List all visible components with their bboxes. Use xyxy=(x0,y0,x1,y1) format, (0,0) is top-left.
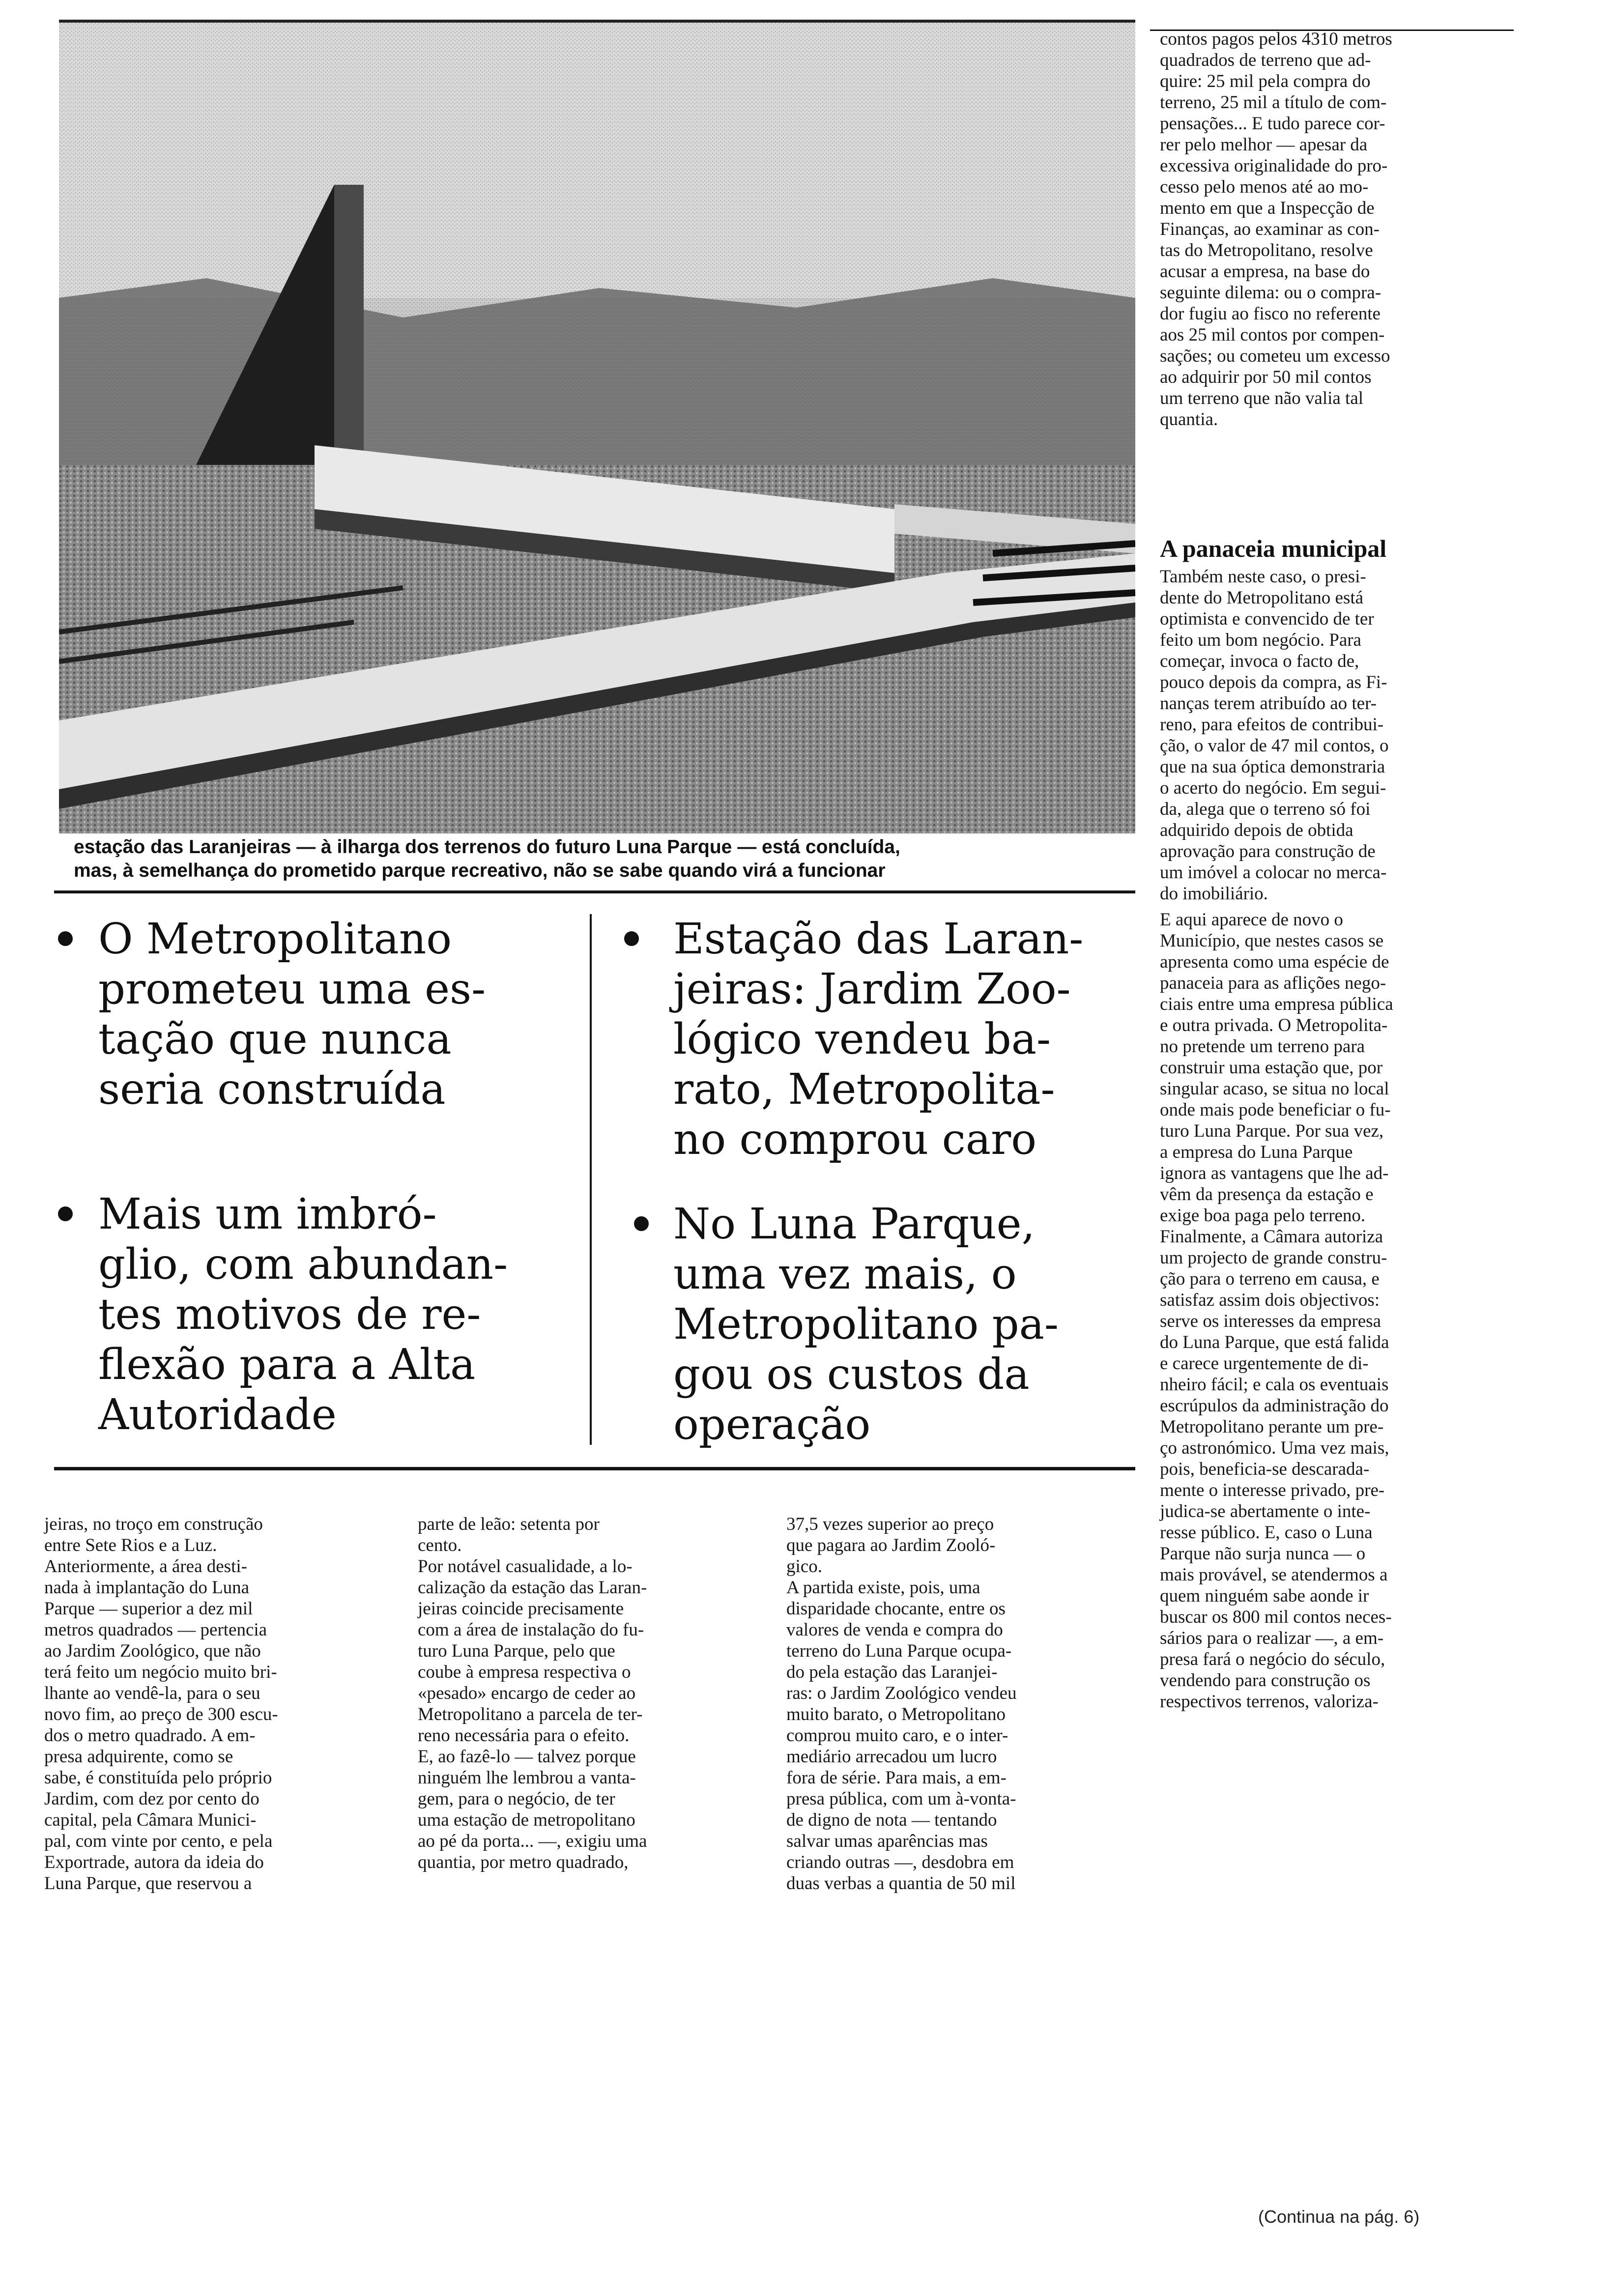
text-line: pouco depois da compra, as Fi- xyxy=(1160,672,1387,692)
headline-line: No Luna Parque, xyxy=(673,1200,1035,1249)
text-line: gico. xyxy=(786,1556,822,1577)
text-line: começar, invoca o facto de, xyxy=(1160,651,1359,671)
text-line: um projecto de grande constru- xyxy=(1160,1248,1387,1268)
text-line: sários para o realizar —, a em- xyxy=(1160,1628,1384,1648)
text-line: pal, com vinte por cento, e pela xyxy=(44,1831,273,1851)
headline-line: uma vez mais, o xyxy=(673,1250,1017,1299)
text-line: ção para o terreno em causa, e xyxy=(1160,1269,1380,1289)
text-line: judica-se abertamente o inte- xyxy=(1160,1501,1371,1521)
rule-above-body xyxy=(54,1467,1135,1470)
text-line: ninguém lhe lembrou a vanta- xyxy=(418,1768,636,1788)
text-line: disparidade chocante, entre os xyxy=(786,1599,1006,1619)
text-line: entre Sete Rios e a Luz. xyxy=(44,1535,217,1555)
text-line: 37,5 vezes superior ao preço xyxy=(786,1514,994,1534)
text-line: fora de série. Para mais, a em- xyxy=(786,1768,1007,1788)
text-line: tas do Metropolitano, resolve xyxy=(1160,240,1373,260)
text-line: exige boa paga pelo terreno. xyxy=(1160,1205,1366,1226)
text-line: Finalmente, a Câmara autoriza xyxy=(1160,1227,1383,1247)
headline-line: tes motivos de re- xyxy=(98,1290,481,1339)
right-column-para-3 xyxy=(1160,909,1393,1712)
text-line: terreno, 25 mil a título de com- xyxy=(1160,92,1387,113)
headline-line: O Metropolitano xyxy=(98,915,452,964)
headline-line: Mais um imbró- xyxy=(98,1190,437,1239)
text-line: onde mais pode beneficiar o fu- xyxy=(1160,1100,1391,1120)
text-line: aos 25 mil contos por compen- xyxy=(1160,325,1385,345)
rule-under-caption xyxy=(54,890,1135,893)
text-line: ao Jardim Zoológico, que não xyxy=(44,1641,261,1661)
text-line: Município, que nestes casos se xyxy=(1160,931,1384,951)
text-line: um terreno que não valia tal xyxy=(1160,388,1364,408)
text-line: ras: o Jardim Zoológico vendeu xyxy=(786,1683,1017,1703)
text-line: contos pagos pelos 4310 metros xyxy=(1160,29,1392,49)
body-column-1 xyxy=(44,1514,278,1894)
headline-line: rato, Metropolita- xyxy=(673,1065,1055,1114)
text-line: mediário arrecadou um lucro xyxy=(786,1747,997,1767)
text-line: com a área de instalação do fu- xyxy=(418,1620,644,1640)
text-line: Jardim, com dez por cento do xyxy=(44,1789,259,1809)
headline-bullet xyxy=(58,931,73,946)
text-line: do pela estação das Laranjei- xyxy=(786,1662,998,1682)
text-line: e carece urgentemente de di- xyxy=(1160,1353,1369,1374)
text-line: valores de venda e compra do xyxy=(786,1620,1003,1640)
continua-note: (Continua na pág. 6) xyxy=(1258,2207,1420,2227)
text-line: Luna Parque, que reservou a xyxy=(44,1873,252,1894)
headline-line: prometeu uma es- xyxy=(98,965,486,1014)
text-line: turo Luna Parque. Por sua vez, xyxy=(1160,1121,1384,1141)
text-line: da, alega que o terreno só foi xyxy=(1160,799,1371,819)
text-line: coube à empresa respectiva o xyxy=(418,1662,631,1682)
text-line: A partida existe, pois, uma xyxy=(786,1578,980,1598)
text-line: mais provável, se atendermos a xyxy=(1160,1565,1388,1585)
headline-line: lógico vendeu ba- xyxy=(673,1015,1051,1064)
text-line: um imóvel a colocar no merca- xyxy=(1160,862,1387,883)
text-line: quire: 25 mil pela compra do xyxy=(1160,71,1371,91)
right-column-para-2 xyxy=(1160,566,1388,904)
text-line: satisfaz assim dois objectivos: xyxy=(1160,1290,1380,1310)
text-line: presa pública, com um à-vonta- xyxy=(786,1789,1016,1809)
text-line: mente o interesse privado, pre- xyxy=(1160,1480,1385,1500)
text-line: Parque — superior a dez mil xyxy=(44,1599,253,1619)
headline-line: Estação das Laran- xyxy=(673,915,1084,964)
text-line: pois, beneficia-se descarada- xyxy=(1160,1459,1370,1479)
text-line: cesso pelo menos até ao mo- xyxy=(1160,177,1369,197)
text-line: dor fugiu ao fisco no referente xyxy=(1160,304,1381,324)
text-line: ao pé da porta... —, exigiu uma xyxy=(418,1831,647,1851)
right-column-para-1 xyxy=(1160,29,1392,430)
text-line: vendendo para construção os xyxy=(1160,1670,1371,1691)
text-line: lhante ao vendê-la, para o seu xyxy=(44,1683,260,1703)
text-line: sações; ou cometeu um excesso xyxy=(1160,346,1390,366)
text-line: Metropolitano perante um pre- xyxy=(1160,1417,1384,1437)
headline-line: tação que nunca xyxy=(98,1015,452,1064)
text-line: Exportrade, autora da ideia do xyxy=(44,1852,264,1872)
text-line: no pretende um terreno para xyxy=(1160,1036,1365,1057)
text-line: jeiras coincide precisamente xyxy=(418,1599,624,1619)
text-line: Por notável casualidade, a lo- xyxy=(418,1556,633,1577)
text-line: do Luna Parque, que está falida xyxy=(1160,1332,1389,1352)
text-line: E, ao fazê-lo — talvez porque xyxy=(418,1747,636,1767)
text-line: seguinte dilema: ou o compra- xyxy=(1160,283,1382,303)
text-line: adquirido depois de obtida xyxy=(1160,820,1353,840)
text-line: terreno do Luna Parque ocupa- xyxy=(786,1641,1012,1661)
photo-caption xyxy=(74,835,1130,883)
text-line: quantia. xyxy=(1160,409,1218,430)
text-line: novo fim, ao preço de 300 escu- xyxy=(44,1704,278,1724)
text-line: singular acaso, se situa no local xyxy=(1160,1079,1389,1099)
text-line: quem ninguém sabe aonde ir xyxy=(1160,1586,1369,1606)
text-line: e outra privada. O Metropolita- xyxy=(1160,1015,1388,1035)
text-line: nheiro fácil; e cala os eventuais xyxy=(1160,1375,1389,1395)
text-line: vêm da presença da estação e xyxy=(1160,1184,1374,1205)
station-photo-illustration xyxy=(59,23,1135,833)
caption-line: mas, à semelhança do prometido parque recreativo, não se sabe quando virá a funcionar xyxy=(74,860,886,881)
headline-bullet xyxy=(58,1206,73,1221)
headline-line: Autoridade xyxy=(98,1390,337,1439)
text-line: Finanças, ao examinar as con- xyxy=(1160,219,1380,239)
subhead-panaceia: A panaceia municipal xyxy=(1160,535,1387,562)
text-line: aprovação para construção de xyxy=(1160,841,1376,861)
text-line: ignora as vantagens que lhe ad- xyxy=(1160,1163,1389,1183)
text-line: reno, para efeitos de contribui- xyxy=(1160,715,1384,735)
text-line: quantia, por metro quadrado, xyxy=(418,1852,629,1872)
text-line: presa adquirente, como se xyxy=(44,1747,233,1767)
text-line: mento em que a Inspecção de xyxy=(1160,198,1375,218)
headline-line: gou os custos da xyxy=(673,1350,1030,1399)
text-line: presa fará o negócio do século, xyxy=(1160,1649,1385,1669)
text-line: muito barato, o Metropolitano xyxy=(786,1704,1006,1724)
text-line: ço astronómico. Uma vez mais, xyxy=(1160,1438,1389,1458)
text-line: parte de leão: setenta por xyxy=(418,1514,600,1534)
text-line: Parque não surja nunca — o xyxy=(1160,1544,1366,1564)
text-line: E aqui aparece de novo o xyxy=(1160,910,1343,930)
headline-top-right xyxy=(673,914,1083,1165)
text-line: nanças terem atribuído ao ter- xyxy=(1160,693,1377,714)
text-line: criando outras —, desdobra em xyxy=(786,1852,1014,1872)
text-line: panaceia para as aflições nego- xyxy=(1160,973,1386,993)
text-line: ção, o valor de 47 mil contos, o xyxy=(1160,736,1389,756)
text-line: ciais entre uma empresa pública xyxy=(1160,994,1393,1014)
text-line: excessiva originalidade do pro- xyxy=(1160,156,1388,176)
headline-line: seria construída xyxy=(98,1065,446,1114)
text-line: metros quadrados — pertencia xyxy=(44,1620,267,1640)
text-line: Anteriormente, a área desti- xyxy=(44,1556,247,1577)
caption-line: estação das Laranjeiras — à ilharga dos terrenos do futuro Luna Parque — está concluída, xyxy=(74,836,900,858)
text-line: feito um bom negócio. Para xyxy=(1160,630,1361,650)
text-line: rer pelo melhor — apesar da xyxy=(1160,135,1368,155)
text-line: resse público. E, caso o Luna xyxy=(1160,1522,1373,1543)
text-line: comprou muito caro, e o inter- xyxy=(786,1725,1008,1746)
text-line: «pesado» encargo de ceder ao xyxy=(418,1683,636,1703)
text-line: salvar umas aparências mas xyxy=(786,1831,988,1851)
text-line: dente do Metropolitano está xyxy=(1160,588,1364,608)
text-line: serve os interesses da empresa xyxy=(1160,1311,1381,1331)
text-line: apresenta como uma espécie de xyxy=(1160,952,1389,972)
headline-bullet xyxy=(634,1216,649,1231)
headline-line: no comprou caro xyxy=(673,1115,1036,1164)
text-line: capital, pela Câmara Munici- xyxy=(44,1810,257,1830)
text-line: a empresa do Luna Parque xyxy=(1160,1142,1353,1162)
text-line: o acerto do negócio. Em segui- xyxy=(1160,778,1386,798)
text-line: quadrados de terreno que ad- xyxy=(1160,50,1371,70)
headline-bottom-right xyxy=(673,1199,1059,1450)
text-line: reno necessária para o efeito. xyxy=(418,1725,630,1746)
text-line: uma estação de metropolitano xyxy=(418,1810,635,1830)
text-line: que na sua óptica demonstraria xyxy=(1160,757,1385,777)
text-line: nada à implantação do Luna xyxy=(44,1578,250,1598)
text-line: que pagara ao Jardim Zooló- xyxy=(786,1535,996,1555)
text-line: turo Luna Parque, pelo que xyxy=(418,1641,615,1661)
body-column-3 xyxy=(786,1514,1017,1894)
news-photo xyxy=(59,20,1135,833)
headline-line: Metropolitano pa- xyxy=(673,1300,1059,1349)
text-line: respectivos terrenos, valoriza- xyxy=(1160,1692,1379,1712)
headline-top-left xyxy=(98,914,486,1115)
text-line: escrúpulos da administração do xyxy=(1160,1396,1389,1416)
headline-bullet xyxy=(624,931,639,946)
text-line: calização da estação das Laran- xyxy=(418,1578,647,1598)
text-line: dos o metro quadrado. A em- xyxy=(44,1725,256,1746)
rule-headline-divider xyxy=(590,914,592,1445)
headline-bottom-left xyxy=(98,1189,508,1440)
body-column-2 xyxy=(418,1514,647,1873)
headline-line: glio, com abundan- xyxy=(98,1240,508,1289)
text-line: do imobiliário. xyxy=(1160,884,1268,904)
text-line: jeiras, no troço em construção xyxy=(44,1514,263,1534)
text-line: pensações... E tudo parece cor- xyxy=(1160,114,1385,134)
text-line: buscar os 800 mil contos neces- xyxy=(1160,1607,1392,1627)
text-line: optimista e convencido de ter xyxy=(1160,609,1374,629)
headline-line: flexão para a Alta xyxy=(98,1340,476,1389)
headline-line: operação xyxy=(673,1400,871,1449)
text-line: terá feito um negócio muito bri- xyxy=(44,1662,277,1682)
text-line: de digno de nota — tentando xyxy=(786,1810,997,1830)
text-line: cento. xyxy=(418,1535,462,1555)
text-line: sabe, é constituída pelo próprio xyxy=(44,1768,272,1788)
text-line: ao adquirir por 50 mil contos xyxy=(1160,367,1372,387)
text-line: Também neste caso, o presi- xyxy=(1160,567,1366,587)
text-line: construir uma estação que, por xyxy=(1160,1058,1383,1078)
text-line: gem, para o negócio, de ter xyxy=(418,1789,615,1809)
text-line: duas verbas a quantia de 50 mil xyxy=(786,1873,1016,1894)
text-line: acusar a empresa, na base do xyxy=(1160,261,1370,282)
text-line: Metropolitano a parcela de ter- xyxy=(418,1704,643,1724)
headline-line: jeiras: Jardim Zoo- xyxy=(673,965,1071,1014)
